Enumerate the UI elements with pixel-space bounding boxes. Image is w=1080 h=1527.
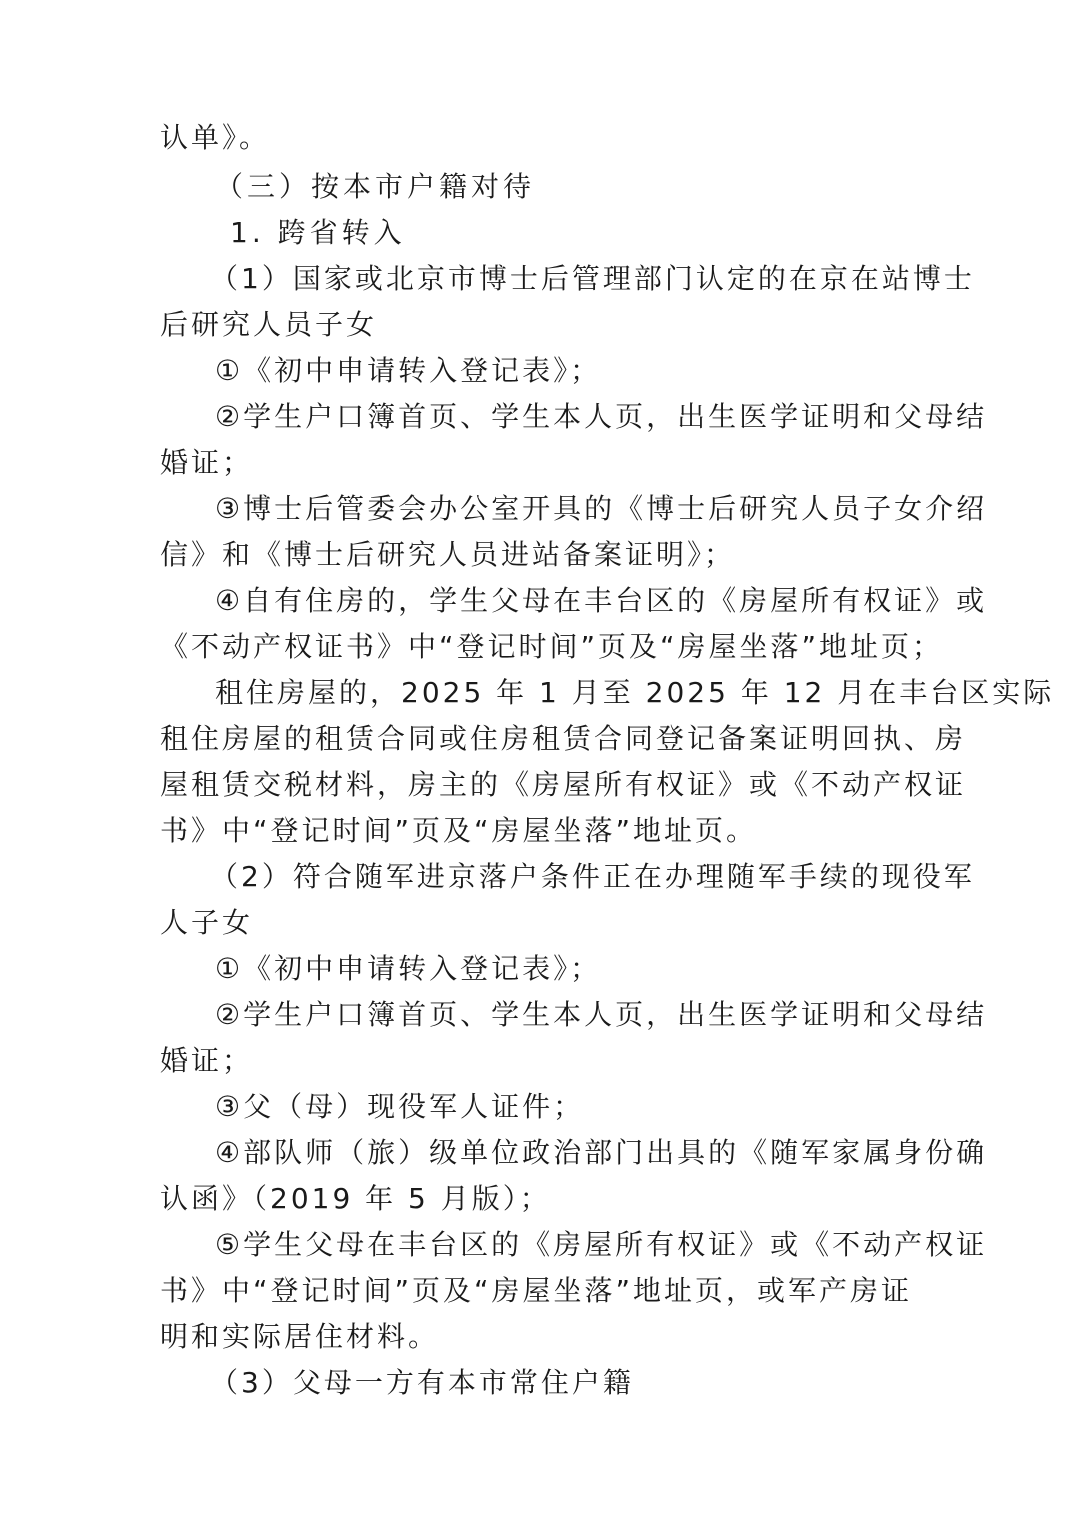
subsection-heading: 1. 跨省转入	[230, 216, 406, 249]
text-line: 屋租赁交税材料，房主的《房屋所有权证》或《不动产权证	[160, 768, 967, 801]
list-item: ②学生户口簿首页、学生本人页，出生医学证明和父母结	[215, 998, 988, 1031]
item-heading: （3）父母一方有本市常住户籍	[210, 1366, 634, 1399]
text-line: 婚证；	[160, 1044, 254, 1077]
text-line: 书》中“登记时间”页及“房屋坐落”地址页。	[160, 814, 758, 847]
list-item: ③博士后管委会办公室开具的《博士后研究人员子女介绍	[215, 492, 988, 525]
text-line: 租住房屋的，2025 年 1 月至 2025 年 12 月在丰台区实际	[215, 676, 1055, 709]
text-line: 婚证；	[160, 446, 254, 479]
item-heading: （1）国家或北京市博士后管理部门认定的在京在站博士	[210, 262, 975, 295]
list-item: ①《初中申请转入登记表》；	[215, 354, 602, 387]
text-line: 明和实际居住材料。	[160, 1320, 440, 1353]
text-line: 人子女	[160, 906, 254, 939]
text-line: 租住房屋的租赁合同或住房租赁合同登记备案证明回执、房	[160, 722, 967, 755]
text-line: 信》和《博士后研究人员进站备案证明》；	[160, 538, 736, 571]
list-item: ④自有住房的，学生父母在丰台区的《房屋所有权证》或	[215, 584, 988, 617]
list-item: ④部队师（旅）级单位政治部门出具的《随军家属身份确	[215, 1136, 988, 1169]
list-item: ②学生户口簿首页、学生本人页，出生医学证明和父母结	[215, 400, 988, 433]
item-heading: （2）符合随军进京落户条件正在办理随军手续的现役军	[210, 860, 975, 893]
section-heading: （三）按本市户籍对待	[215, 170, 536, 203]
text-line: 书》中“登记时间”页及“房屋坐落”地址页，或军产房证	[160, 1274, 913, 1307]
text-line: 认单》。	[160, 121, 271, 154]
text-line: 后研究人员子女	[160, 308, 378, 341]
list-item: ⑤学生父母在丰台区的《房屋所有权证》或《不动产权证	[215, 1228, 988, 1261]
text-line: 认函》（2019 年 5 月版）；	[160, 1182, 551, 1215]
list-item: ③父（母）现役军人证件；	[215, 1090, 585, 1123]
list-item: ①《初中申请转入登记表》；	[215, 952, 602, 985]
text-line: 《不动产权证书》中“登记时间”页及“房屋坐落”地址页；	[160, 630, 944, 663]
